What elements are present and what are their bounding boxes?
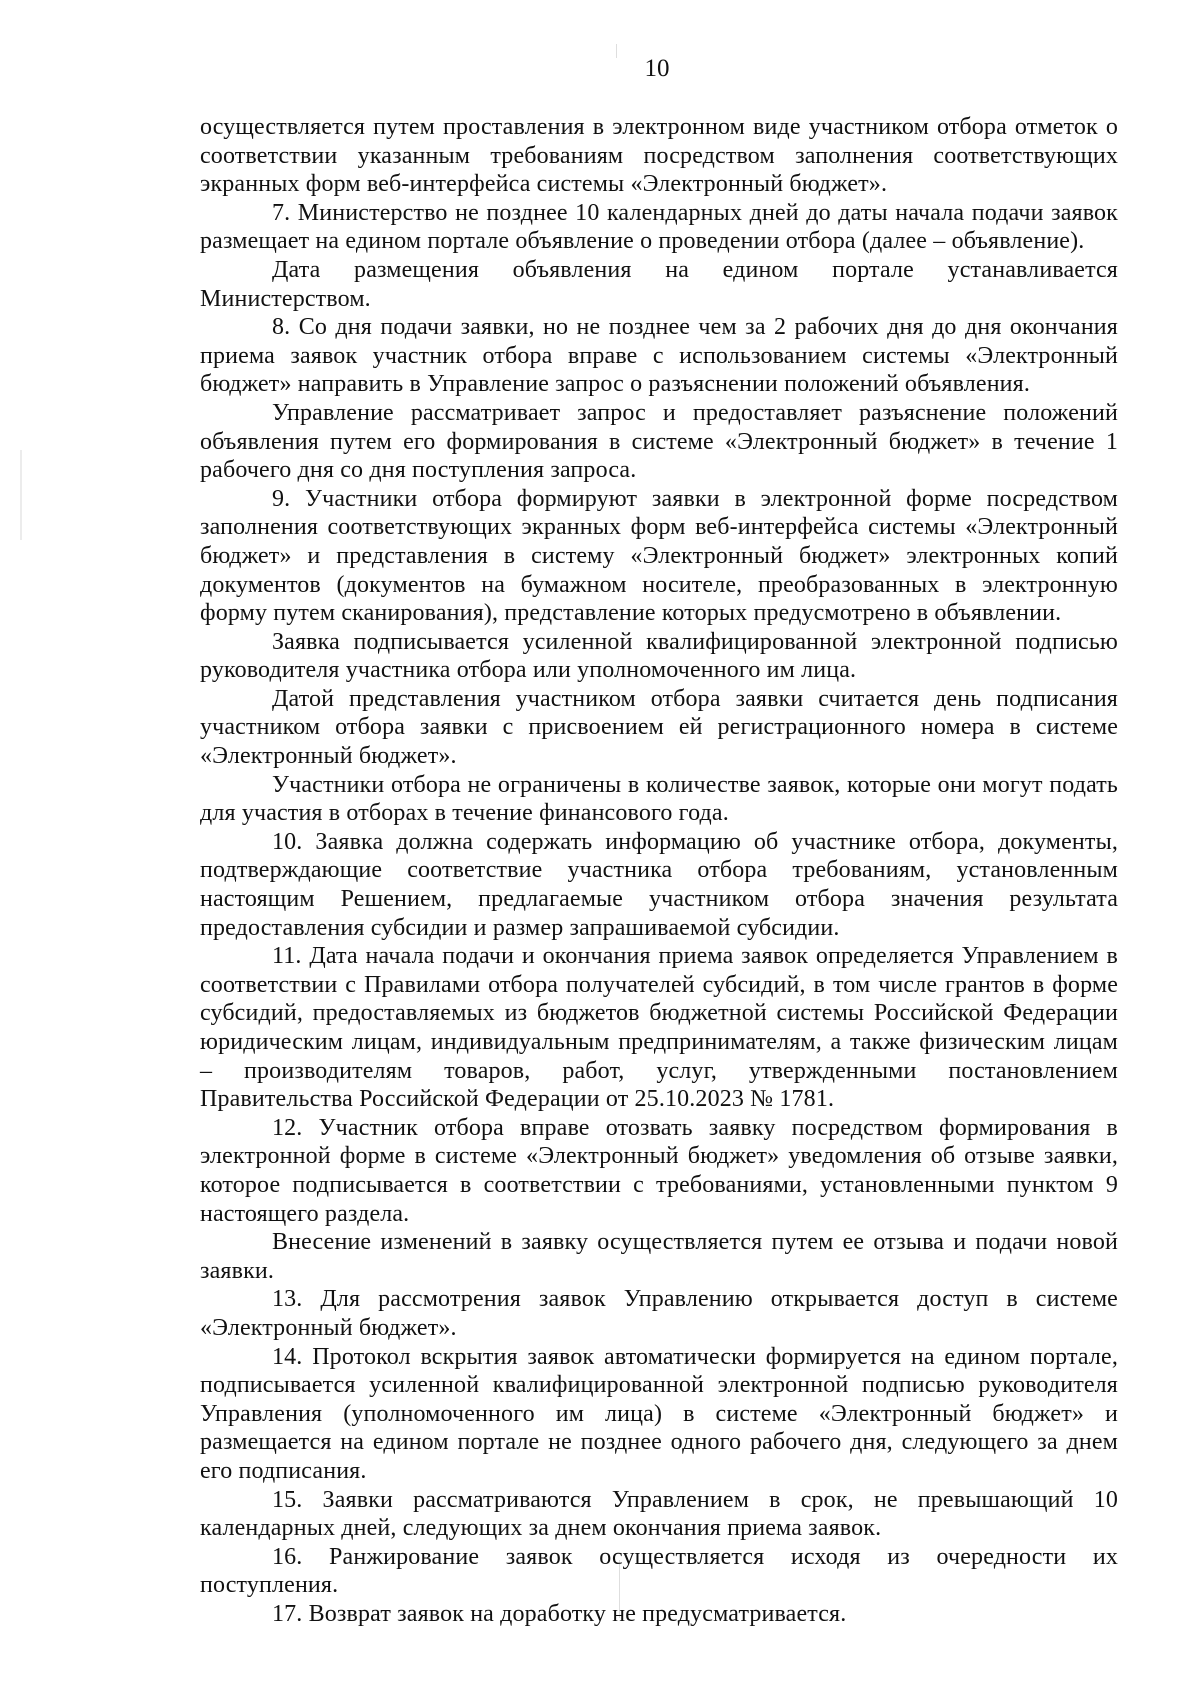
scan-left-edge-mark xyxy=(20,450,22,540)
document-body xyxy=(200,113,1118,1628)
paragraph-item-8: 8. Со дня подачи заявки, но не позднее чем за 2 рабочих дня до дня окончания приема заявок участник отбора вправе с использованием системы «Электронный бюджет» направить в Управление запрос о разъяснении положений объявления. xyxy=(200,314,1118,398)
paragraph-signature: Заявка подписывается усиленной квалифицированной электронной подписью руководителя участника отбора или уполномоченного им лица. xyxy=(200,628,1118,684)
paragraph-item-10: 10. Заявка должна содержать информацию об участнике отбора, документы, подтверждающие соответствие участника отбора требованиям, установленным настоящим Решением, предлагаемые участником отбора значения результата предоставления субсидии и размер запрашиваемой субсидии. xyxy=(200,828,1118,941)
paragraph-item-12: 12. Участник отбора вправе отозвать заявку посредством формирования в электронной форме в системе «Электронный бюджет» уведомления об отзыве заявки, которое подписывается в соответствии с требованиями, установленными пунктом 9 настоящего раздела. xyxy=(200,1114,1118,1227)
paragraph-explanation: Управление рассматривает запрос и предоставляет разъяснение положений объявления путем его формирования в системе «Электронный бюджет» в течение 1 рабочего дня со дня поступления запроса. xyxy=(200,399,1118,484)
page-number: 10 xyxy=(644,55,670,82)
paragraph-application-count: Участники отбора не ограничены в количестве заявок, которые они могут подать для участия в отборах в течение финансового года. xyxy=(200,771,1118,827)
paragraph-item-14: 14. Протокол вскрытия заявок автоматически формируется на едином портале, подписывается усиленной квалифицированной электронной подписью руководителя Управления (уполномоченного им лица) в системе «Электронный бюджет» и размещается на едином портале не позднее одного рабочего дня, следующего за днем его подписания. xyxy=(200,1343,1118,1484)
paragraph-item-13: 13. Для рассмотрения заявок Управлению открывается доступ в системе «Электронный бюджет». xyxy=(200,1286,1118,1341)
paragraph-item-16: 16. Ранжирование заявок осуществляется исходя из очередности их поступления. xyxy=(200,1543,1118,1599)
paragraph-continuation: осуществляется путем проставления в электронном виде участником отбора отметок о соответствии указанным требованиям посредством заполнения соответствующих экранных форм веб-интерфейса системы «Электронный бюджет». xyxy=(200,114,1118,198)
paragraph-placement-date: Дата размещения объявления на едином портале устанавливается Министерством. xyxy=(200,256,1118,312)
paragraph-item-7: 7. Министерство не позднее 10 календарных дней до даты начала подачи заявок размещает на едином портале объявление о проведении отбора (далее – объявление). xyxy=(200,199,1118,255)
scan-fold-line-top xyxy=(616,44,617,58)
paragraph-item-15: 15. Заявки рассматриваются Управлением в срок, не превышающий 10 календарных дней, следующих за днем окончания приема заявок. xyxy=(200,1486,1118,1542)
paragraph-item-17: 17. Возврат заявок на доработку не предусматривается. xyxy=(272,1600,847,1627)
paragraph-item-9: 9. Участники отбора формируют заявки в электронной форме посредством заполнения соответствующих экранных форм веб-интерфейса системы «Электронный бюджет» и представления в систему «Электронный бюджет» электронных копий документов (документов на бумажном носителе, преобразованных в электронную форму путем сканирования), представление которых предусмотрено в объявлении. xyxy=(200,485,1118,627)
paragraph-submission-date: Датой представления участником отбора заявки считается день подписания участником отбора заявки с присвоением ей регистрационного номера в системе «Электронный бюджет». xyxy=(200,685,1118,770)
paragraph-changes: Внесение изменений в заявку осуществляется путем ее отзыва и подачи новой заявки. xyxy=(200,1229,1118,1284)
paragraph-item-11: 11. Дата начала подачи и окончания приема заявок определяется Управлением в соответствии с Правилами отбора получателей субсидий, в том числе грантов в форме субсидий, предоставляемых из бюджетов бюджетной системы Российской Федерации юридическим лицам, индивидуальным предпринимателям, а также физическим лицам – производителям товаров, работ, услуг, утвержденными постановлением Правительства Российской Федерации от 25.10.2023 № 1781. xyxy=(200,943,1118,1113)
